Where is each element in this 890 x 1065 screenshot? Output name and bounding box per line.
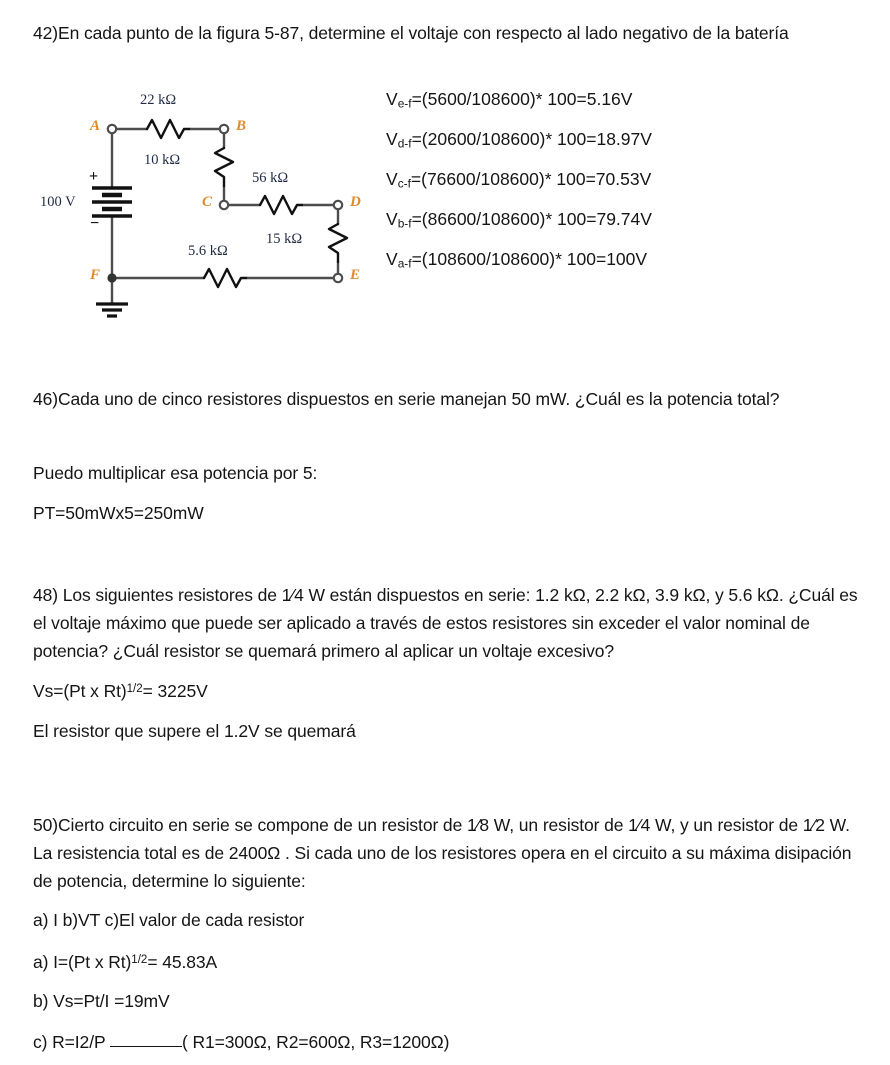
equation-v-symbol: V bbox=[386, 209, 398, 229]
equation-v-symbol: V bbox=[386, 129, 398, 149]
equation-subscript: e-f bbox=[397, 96, 412, 111]
node-label-a: A bbox=[90, 118, 101, 134]
answer-a-base: a) I=(Pt x Rt) bbox=[33, 951, 132, 972]
answer-c-base: c) R=I2/P bbox=[33, 1032, 110, 1052]
problem-46-question: 46)Cada uno de cinco resistores dispuestos en serie manejan 50 mW. ¿Cuál es la potencia total? bbox=[33, 389, 780, 409]
answer-c-blank bbox=[110, 1046, 182, 1047]
resistor-label-15k: 15 kΩ bbox=[266, 231, 303, 247]
problem-42-question: 42)En cada punto de la figura 5-87, determine el voltaje con respecto al lado negativo de la batería bbox=[33, 23, 789, 43]
node-label-b: B bbox=[236, 118, 247, 134]
equation-subscript: a-f bbox=[397, 256, 412, 271]
formula-base: Vs=(Pt x Rt) bbox=[33, 680, 127, 701]
resistor-label-22k: 22 kΩ bbox=[140, 92, 177, 108]
equation-v-ef bbox=[386, 88, 632, 115]
node-terminal-e bbox=[334, 274, 342, 282]
battery-plus-sign: + bbox=[89, 168, 99, 185]
problem-48-question: 48) Los siguientes resistores de 1⁄4 W están dispuestos en serie: 1.2 kΩ, 2.2 kΩ, 3.9 kΩ, y 5.6 kΩ. ¿Cuál es el voltaje máximo que puede ser aplicado a través de estos resistores sin exceder el valor nominal de potencia? ¿Cuál resistor se quemará primero al aplicar un voltaje excesivo? bbox=[33, 585, 858, 661]
answer-a-exponent: 1/2 bbox=[131, 954, 148, 966]
source-voltage-label: 100 V bbox=[40, 194, 76, 210]
node-terminal-b bbox=[220, 125, 228, 133]
equation-v-symbol: V bbox=[386, 249, 398, 269]
equation-v-af bbox=[386, 248, 647, 275]
equation-body: =(5600/108600)* 100=5.16V bbox=[411, 89, 633, 109]
resistor-label-5k6: 5.6 kΩ bbox=[188, 243, 228, 259]
answer-a-result: = 45.83A bbox=[147, 951, 218, 972]
battery-minus-sign: − bbox=[90, 215, 100, 232]
equation-v-cf bbox=[386, 168, 651, 195]
equation-v-symbol: V bbox=[386, 89, 398, 109]
problem-48-conclusion: El resistor que supere el 1.2V se quemará bbox=[33, 721, 356, 741]
node-label-d: D bbox=[350, 194, 361, 210]
problem-50-question: 50)Cierto circuito en serie se compone de un resistor de 1⁄8 W, un resistor de 1⁄4 W, y un resistor de 1⁄2 W. La resistencia total es de 2400Ω . Si cada uno de los resistores opera en el circuito a su máxima disipación de potencia, determine lo siguiente: bbox=[33, 815, 852, 891]
circuit-diagram-figure-5-87 bbox=[34, 88, 374, 333]
node-terminal-a bbox=[108, 125, 116, 133]
equation-subscript: b-f bbox=[397, 216, 412, 231]
equation-v-df bbox=[386, 128, 652, 155]
problem-50-answer-a bbox=[33, 946, 533, 976]
node-label-e: E bbox=[350, 267, 361, 283]
problem-46-note: Puedo multiplicar esa potencia por 5: bbox=[33, 463, 318, 483]
equation-body: =(76600/108600)* 100=70.53V bbox=[410, 169, 652, 189]
equation-body: =(20600/108600)* 100=18.97V bbox=[411, 129, 652, 149]
problem-48-formula bbox=[33, 675, 533, 705]
resistor-label-10k: 10 kΩ bbox=[144, 152, 181, 168]
node-label-f: F bbox=[90, 267, 101, 283]
answer-c-values: ( R1=300Ω, R2=600Ω, R3=1200Ω) bbox=[181, 1032, 450, 1052]
formula-result: = 3225V bbox=[142, 680, 208, 701]
equation-subscript: c-f bbox=[397, 176, 411, 191]
problem-50-answer-b: b) Vs=Pt/I =19mV bbox=[33, 991, 170, 1011]
equation-v-bf bbox=[386, 208, 652, 235]
resistor-label-56k: 56 kΩ bbox=[252, 170, 289, 186]
node-terminal-c bbox=[220, 201, 228, 209]
problem-46-answer: PT=50mWx5=250mW bbox=[33, 503, 204, 523]
formula-exponent: 1/2 bbox=[126, 683, 143, 695]
node-junction-f bbox=[107, 273, 116, 282]
problem-50-subquestions: a) I b)VT c)El valor de cada resistor bbox=[33, 910, 305, 930]
node-label-c: C bbox=[202, 194, 213, 210]
equation-body: =(108600/108600)* 100=100V bbox=[411, 249, 648, 269]
equation-v-symbol: V bbox=[386, 169, 398, 189]
problem-50-answer-c bbox=[33, 1028, 633, 1056]
equation-body: =(86600/108600)* 100=79.74V bbox=[411, 209, 652, 229]
node-terminal-d bbox=[334, 201, 342, 209]
equation-subscript: d-f bbox=[397, 136, 412, 151]
